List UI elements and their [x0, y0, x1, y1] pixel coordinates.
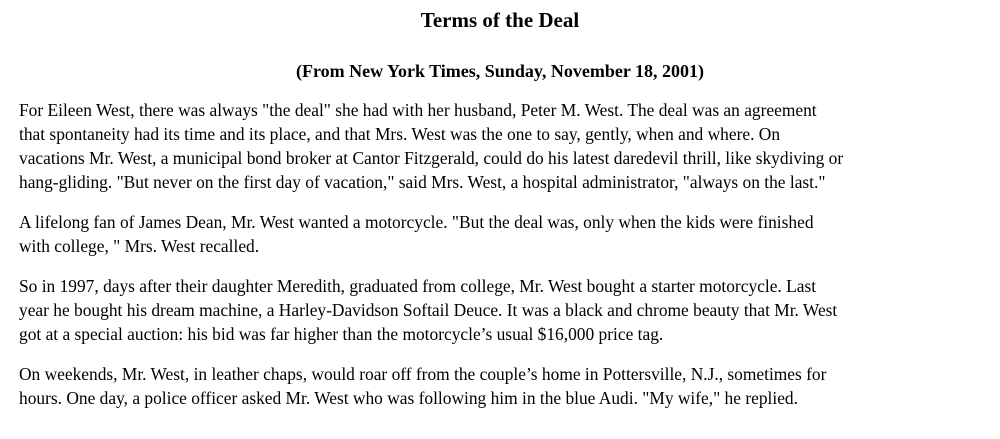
paragraph-line: hours. One day, a police officer asked Mr. West who was following him in the blue Audi. "My wife," he replied.	[19, 388, 798, 408]
paragraph-line: that spontaneity had its time and its place, and that Mrs. West was the one to say, gently, when and where. On	[19, 124, 781, 144]
paragraph-line: hang-gliding. "But never on the first day of vacation," said Mrs. West, a hospital administrator, "always on the last."	[19, 172, 826, 192]
paragraph-line: A lifelong fan of James Dean, Mr. West wanted a motorcycle. "But the deal was, only when the kids were finished	[19, 212, 814, 232]
paragraph-3	[19, 274, 989, 346]
paragraph-line: year he bought his dream machine, a Harley-Davidson Softail Deuce. It was a black and chrome beauty that Mr. West	[19, 300, 838, 320]
paragraph-line: On weekends, Mr. West, in leather chaps, would roar off from the couple’s home in Pottersville, N.J., sometimes for	[19, 364, 827, 384]
paragraph-line: vacations Mr. West, a municipal bond broker at Cantor Fitzgerald, could do his latest daredevil thrill, like skydiving or	[19, 148, 844, 168]
paragraph-line: For Eileen West, there was always "the deal" she had with her husband, Peter M. West. The deal was an agreement	[19, 100, 817, 120]
paragraph-2	[19, 210, 989, 258]
paragraph-1	[19, 98, 989, 194]
document-title: Terms of the Deal	[420, 8, 580, 32]
paragraph-line: with college, " Mrs. West recalled.	[19, 236, 260, 256]
paragraph-line: got at a special auction: his bid was far higher than the motorcycle’s usual $16,000 price tag.	[19, 324, 664, 344]
paragraph-line: So in 1997, days after their daughter Meredith, graduated from college, Mr. West bought a starter motorcycle. Last	[19, 276, 817, 296]
paragraph-4	[19, 362, 989, 410]
document-subtitle: (From New York Times, Sunday, November 18, 2001)	[295, 61, 704, 81]
